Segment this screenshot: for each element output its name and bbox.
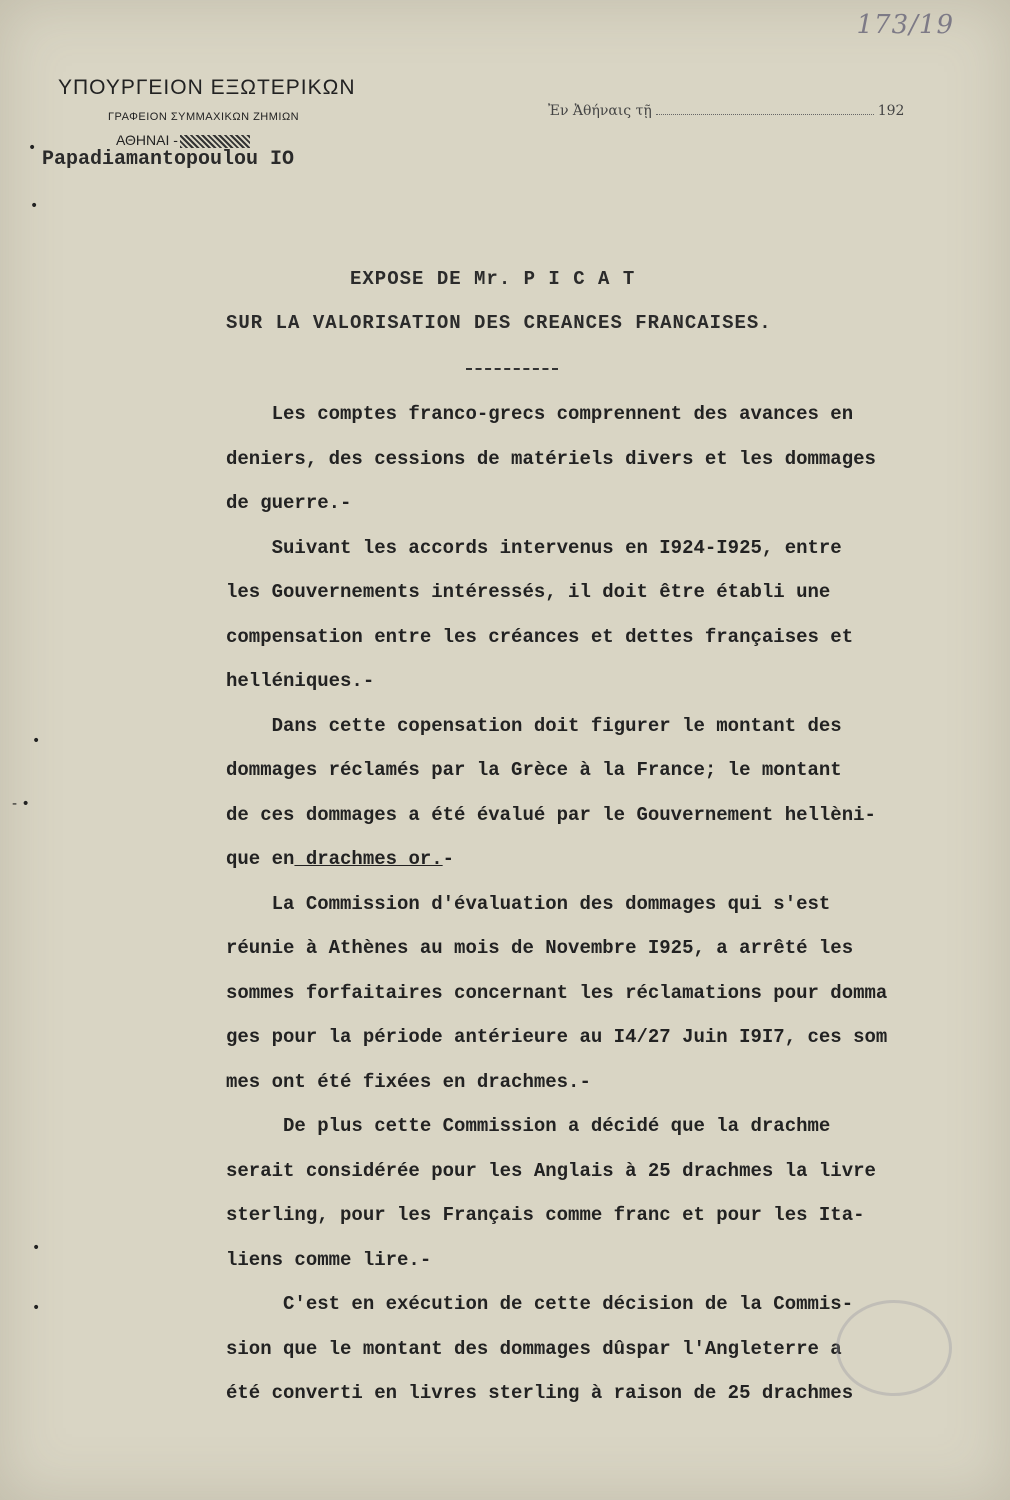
underline-after: - bbox=[442, 848, 455, 870]
body-line-underlined bbox=[226, 837, 1006, 882]
title-line-2: SUR LA VALORISATION DES CREANCES FRANCAISES. bbox=[226, 312, 772, 334]
letterhead-city bbox=[116, 132, 250, 148]
title-line-1: EXPOSE DE Mr. P I C A T bbox=[350, 268, 636, 290]
body-line: deniers, des cessions de matériels divers et les dommages bbox=[226, 447, 876, 470]
body-line: réunie à Athènes au mois de Novembre I925, a arrêté les bbox=[226, 937, 854, 959]
body-line: mes ont été fixées en drachmes.- bbox=[226, 1070, 591, 1093]
body-line: sterling, pour les Français comme franc et pour les Ita- bbox=[226, 1204, 865, 1226]
body-line: helléniques.- bbox=[226, 670, 375, 692]
underlined-phrase: drachmes or. bbox=[294, 848, 443, 870]
watermark-stamp-icon bbox=[836, 1300, 952, 1396]
body-line: de guerre.- bbox=[226, 492, 352, 514]
margin-mark-icon: • bbox=[30, 198, 39, 214]
body-line: serait considérée pour les Anglais à 25 drachmes la livre bbox=[226, 1159, 876, 1182]
body-line: Dans cette copensation doit figurer le montant des bbox=[226, 714, 842, 737]
letterhead-ministry: ΥΠΟΥΡΓΕΙΟΝ ΕΞΩΤΕΡΙΚΩΝ bbox=[58, 76, 356, 99]
letterhead-office: ΓΡΑΦΕΙΟΝ ΣΥΜΜΑΧΙΚΩΝ ΖΗΜΙΩΝ bbox=[108, 111, 300, 123]
body-line: De plus cette Commission a décidé que la drachme bbox=[226, 1115, 831, 1137]
body-line: compensation entre les créances et dettes françaises et bbox=[226, 625, 854, 648]
body-line: Suivant les accords intervenus en I924-I925, entre bbox=[226, 536, 842, 559]
body-line: ges pour la période antérieure au I4/27 Juin I9I7, ces som bbox=[226, 1026, 888, 1048]
margin-mark-icon: • bbox=[32, 1240, 41, 1256]
body-line: les Gouvernements intéressés, il doit être établi une bbox=[226, 581, 831, 603]
body-line: La Commission d'évaluation des dommages qui s'est bbox=[226, 892, 831, 915]
body-line: dommages réclamés par la Grèce à la France; le montant bbox=[226, 759, 842, 781]
body-line: Les comptes franco-grecs comprennent des avances en bbox=[226, 403, 854, 425]
body-line: liens comme lire.- bbox=[226, 1248, 432, 1271]
letterhead-city-label: ΑΘΗΝΑΙ - bbox=[116, 132, 178, 148]
struck-out-text bbox=[180, 135, 250, 148]
dateline-blank bbox=[656, 114, 874, 115]
title-divider bbox=[466, 368, 558, 370]
dateline-prefix: Ἐν Ἀθήναις τῇ bbox=[548, 103, 652, 119]
body-line: sion que le montant des dommages dûspar l'Angleterre a bbox=[226, 1337, 842, 1360]
body-line: été converti en livres sterling à raison de 25 drachmes bbox=[226, 1382, 854, 1404]
body-line: sommes forfaitaires concernant les réclamations pour domma bbox=[226, 981, 888, 1004]
body-line: C'est en exécution de cette décision de la Commis- bbox=[226, 1293, 854, 1315]
archive-number: 173/19 bbox=[856, 10, 954, 40]
dateline bbox=[548, 103, 904, 119]
underline-before: que en bbox=[226, 848, 295, 870]
margin-mark-icon: • bbox=[32, 733, 41, 749]
dateline-year: 192 bbox=[877, 103, 905, 119]
letterhead-address: Papadiamantopoulou IO bbox=[42, 148, 295, 171]
margin-mark-icon: • bbox=[32, 1300, 41, 1316]
margin-mark-icon: • bbox=[28, 140, 37, 156]
body-line: de ces dommages a été évalué par le Gouvernement hellèni- bbox=[226, 803, 876, 826]
margin-mark-icon: - • bbox=[12, 796, 30, 812]
body-text bbox=[226, 392, 1006, 1416]
